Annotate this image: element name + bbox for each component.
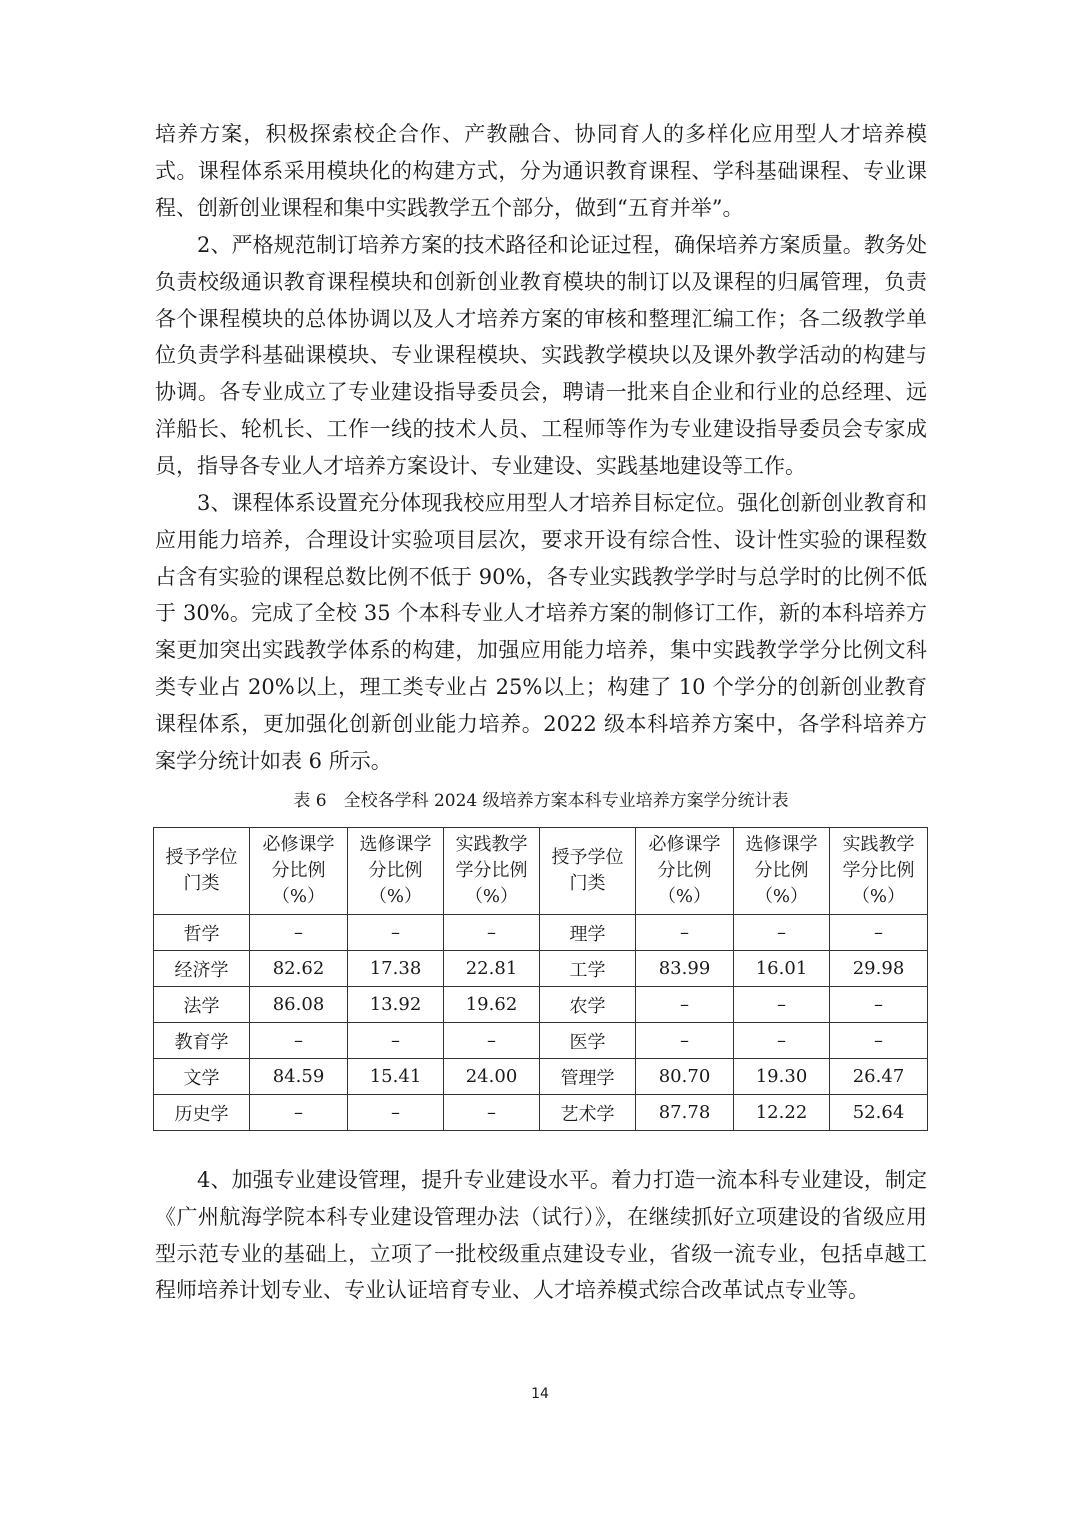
table-cell: – [734, 987, 830, 1023]
header-elective-ratio: 选修课学 分比例 （%） [348, 828, 444, 915]
table-cell: 历史学 [154, 1095, 250, 1131]
table-row [154, 1023, 928, 1059]
table-cell: 哲学 [154, 915, 250, 951]
credit-statistics-table [153, 827, 928, 1131]
header-required-ratio-2: 必修课学 分比例 （%） [636, 828, 734, 915]
table-cell: – [444, 1023, 540, 1059]
table-cell: – [636, 915, 734, 951]
table-cell: 经济学 [154, 951, 250, 987]
header-practice-ratio: 实践教学 学分比例 （%） [444, 828, 540, 915]
table-cell: 17.38 [348, 951, 444, 987]
table-cell: 19.30 [734, 1059, 830, 1095]
table-cell: 医学 [540, 1023, 636, 1059]
table-cell: – [830, 915, 928, 951]
table-cell: 13.92 [348, 987, 444, 1023]
table-cell: – [734, 915, 830, 951]
table-cell: – [734, 1023, 830, 1059]
table-cell: – [250, 1095, 348, 1131]
header-degree-category: 授予学位 门类 [154, 828, 250, 915]
table-cell: 24.00 [444, 1059, 540, 1095]
table-row [154, 951, 928, 987]
table-header-row [154, 828, 928, 915]
table-cell: – [444, 1095, 540, 1131]
table-cell: 工学 [540, 951, 636, 987]
table-cell: 理学 [540, 915, 636, 951]
table-cell: 农学 [540, 987, 636, 1023]
table-cell: 教育学 [154, 1023, 250, 1059]
table-cell: 15.41 [348, 1059, 444, 1095]
table-cell: – [830, 987, 928, 1023]
table-caption: 表 6 全校各学科 2024 级培养方案本科专业培养方案学分统计表 [293, 791, 789, 811]
table-cell: 52.64 [830, 1095, 928, 1131]
table-cell: – [830, 1023, 928, 1059]
header-practice-ratio-2: 实践教学 学分比例 （%） [830, 828, 928, 915]
header-elective-ratio-2: 选修课学 分比例 （%） [734, 828, 830, 915]
page-number: 14 [531, 1386, 549, 1402]
table-cell: 22.81 [444, 951, 540, 987]
table-cell: 82.62 [250, 951, 348, 987]
table-cell: 83.99 [636, 951, 734, 987]
table-cell: 法学 [154, 987, 250, 1023]
table-cell: 12.22 [734, 1095, 830, 1131]
table-row [154, 915, 928, 951]
table-cell: – [250, 915, 348, 951]
table-cell: – [348, 1023, 444, 1059]
paragraph-2: 2、严格规范制订培养方案的技术路径和论证过程，确保培养方案质量。教务处负责校级通识教育课程模块和创新创业教育模块的制订以及课程的归属管理，负责各个课程模块的总体协调以及人才培养方案的审核和整理汇编工作；各二级教学单位负责学科基础课模块、专业课程模块、实践教学模块以及课外教学活动的构建与协调。各专业成立了专业建设指导委员会，聘请一批来自企业和行业的总经理、远洋船长、轮机长、工作一线的技术人员、工程师等作为专业建设指导委员会专家成员，指导各专业人才培养方案设计、专业建设、实践基地建设等工作。 [155, 233, 927, 478]
header-degree-category-2: 授予学位 门类 [540, 828, 636, 915]
table-cell: – [636, 987, 734, 1023]
table-row [154, 1095, 928, 1131]
table-row [154, 1059, 928, 1095]
table-cell: 16.01 [734, 951, 830, 987]
paragraph-3: 3、课程体系设置充分体现我校应用型人才培养目标定位。强化创新创业教育和应用能力培养，合理设计实验项目层次，要求开设有综合性、设计性实验的课程数占含有实验的课程总数比例不低于 90%，各专业实践教学学时与总学时的比例不低于 30%。完成了全校 35 个本科专业人才培养方案的制修订工作，新的本科培养方案更加突出实践教学体系的构建，加强应用能力培养，集中实践教学学分比例文科类专业占 20%以上，理工类专业占 25%以上；构建了 10 个学分的创新创业教育课程体系，更加强化创新创业能力培养。2022 级本科培养方案中，各学科培养方案学分统计如表 6 所示。 [155, 491, 927, 773]
table-cell: – [636, 1023, 734, 1059]
table-cell: 84.59 [250, 1059, 348, 1095]
table-cell: – [348, 1095, 444, 1131]
paragraph-1: 培养方案，积极探索校企合作、产教融合、协同育人的多样化应用型人才培养模式。课程体系采用模块化的构建方式，分为通识教育课程、学科基础课程、专业课程、创新创业课程和集中实践教学五个部分，做到“五育并举”。 [155, 122, 927, 220]
table-cell: 管理学 [540, 1059, 636, 1095]
header-required-ratio: 必修课学 分比例 （%） [250, 828, 348, 915]
table-row [154, 987, 928, 1023]
table-cell: 19.62 [444, 987, 540, 1023]
table-cell: – [250, 1023, 348, 1059]
paragraph-4: 4、加强专业建设管理，提升专业建设水平。着力打造一流本科专业建设，制定《广州航海学院本科专业建设管理办法（试行）》，在继续抓好立项建设的省级应用型示范专业的基础上，立项了一批校级重点建设专业，省级一流专业，包括卓越工程师培养计划专业、专业认证培育专业、人才培养模式综合改革试点专业等。 [155, 1168, 927, 1303]
table-cell: 86.08 [250, 987, 348, 1023]
table-cell: – [444, 915, 540, 951]
table-cell: – [348, 915, 444, 951]
table-cell: 艺术学 [540, 1095, 636, 1131]
table-cell: 87.78 [636, 1095, 734, 1131]
table-cell: 26.47 [830, 1059, 928, 1095]
table-cell: 29.98 [830, 951, 928, 987]
table-cell: 80.70 [636, 1059, 734, 1095]
table-cell: 文学 [154, 1059, 250, 1095]
